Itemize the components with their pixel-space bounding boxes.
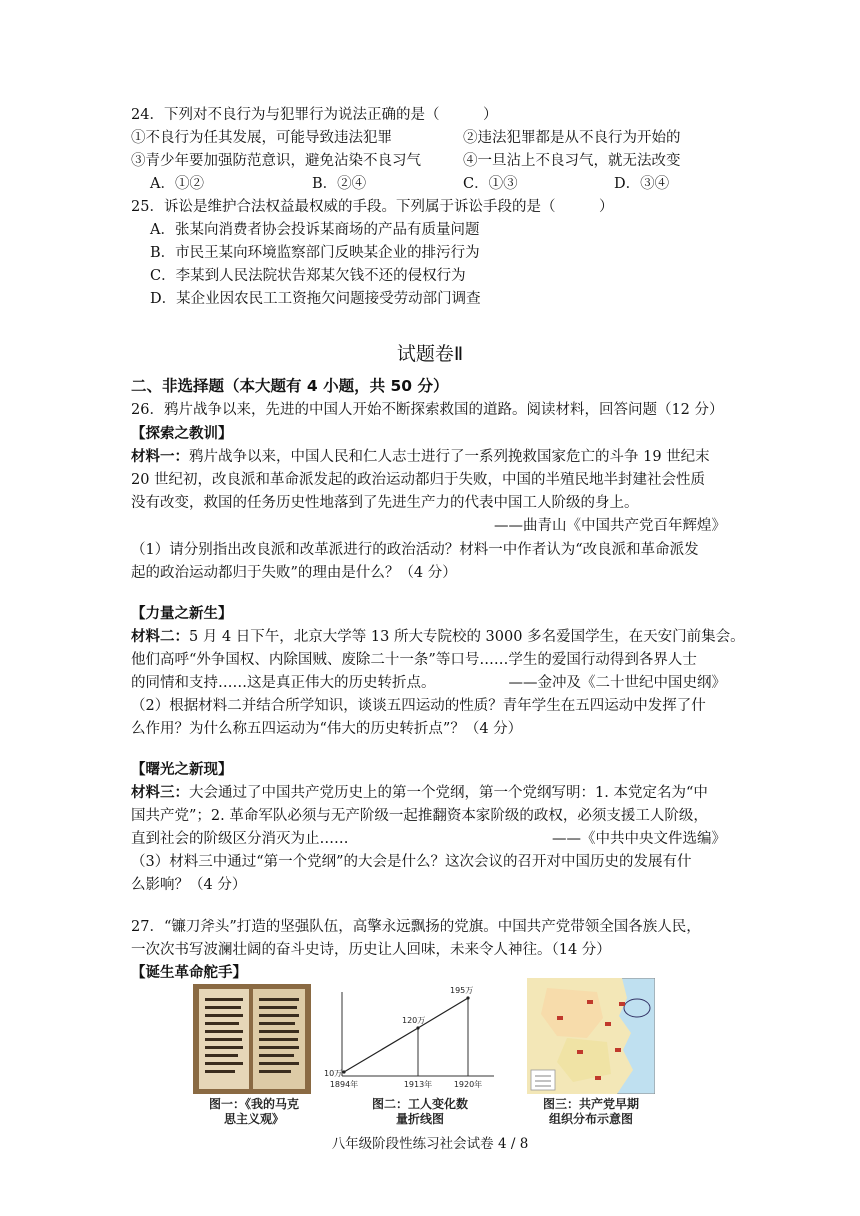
data-point xyxy=(342,1070,345,1073)
q25-option-b: B．市民王某向环境监察部门反映某企业的排污行为 xyxy=(150,245,480,261)
data-label: 10万 xyxy=(324,1069,343,1078)
q25-option-a: A．张某向消费者协会投诉某商场的产品有质量问题 xyxy=(150,222,480,238)
q26-stem: 26．鸦片战争以来，先进的中国人开始不断探索救国的道路。阅读材料，回答问题（12 分） xyxy=(131,402,724,418)
x-tick-label: 1920年 xyxy=(453,1080,483,1089)
q26-part3-heading: 【曙光之新现】 xyxy=(131,761,233,778)
q27-stem-line2: 一次次书写波澜壮阔的奋斗史诗，历史让人回味，未来令人神往。（14 分） xyxy=(131,942,611,958)
q24-stem: 24．下列对不良行为与犯罪行为说法正确的是（ ） xyxy=(131,107,498,123)
q27-heading: 【诞生革命舵手】 xyxy=(131,964,247,981)
material1-label: 材料一： xyxy=(131,448,189,465)
figure1-book-image xyxy=(193,984,311,1094)
material2-label: 材料二： xyxy=(131,628,189,645)
q24-option-1: ①不良行为任其发展，可能导致违法犯罪 xyxy=(131,130,392,146)
q26-question3-line1: （3）材料三中通过“第一个党纲”的大会是什么？这次会议的召开对中国历史的发展有什 xyxy=(131,854,692,870)
q24-option-2: ②违法犯罪都是从不良行为开始的 xyxy=(463,130,681,146)
book-page-illustration xyxy=(193,984,311,1094)
q25-option-d: D．某企业因农民工工资拖欠问题接受劳动部门调查 xyxy=(150,291,481,307)
figure3-caption-line1: 图三：共产党早期 xyxy=(542,1097,639,1111)
q26-part2-heading: 【力量之新生】 xyxy=(131,605,233,622)
material2-text-1: 5 月 4 日下午，北京大学等 13 所大专院校的 3000 多名爱国学生，在天安门前集会。 xyxy=(189,629,745,645)
q26-material3-line1 xyxy=(131,783,708,803)
q26-material1-line2: 20 世纪初，改良派和革命派发起的政治运动都归于失败，中国的半殖民地半封建社会性质 xyxy=(131,472,706,488)
q24-choice-b: B．②④ xyxy=(312,176,367,192)
q26-material1-line3: 没有改变，救国的任务历史性地落到了先进生产力的代表中国工人阶级的身上。 xyxy=(131,495,639,511)
material1-text-1: 鸦片战争以来，中国人民和仁人志士进行了一系列挽救国家危亡的斗争 19 世纪末 xyxy=(189,449,710,465)
x-tick-label: 1913年 xyxy=(403,1080,433,1089)
q24-option-4: ④一旦沾上不良习气，就无法改变 xyxy=(463,153,681,169)
figure1-caption-line2: 思主义观》 xyxy=(223,1112,284,1126)
q26-material2-line2: 他们高呼“外争国权、内除国贼、废除二十一条”等口号……学生的爱国行动得到各界人士 xyxy=(131,652,697,668)
figure3-caption-line2: 组织分布示意图 xyxy=(548,1112,633,1126)
q24-option-3: ③青少年要加强防范意识，避免沾染不良习气 xyxy=(131,153,421,169)
figure2-caption xyxy=(350,1097,490,1127)
figure2-line-chart xyxy=(322,984,500,1094)
q26-material1-source: ——曲青山《中国共产党百年辉煌》 xyxy=(494,518,726,534)
q26-material2-line3: 的同情和支持……这是真正伟大的历史转折点。 xyxy=(131,675,436,691)
map-illustration xyxy=(527,978,655,1094)
figure1-caption-line1: 图一：《我的马克 xyxy=(208,1097,299,1111)
data-label: 120万 xyxy=(402,1016,426,1025)
figure2-caption-line1: 图二：工人变化数 xyxy=(371,1097,468,1111)
material3-text-1: 大会通过了中国共产党历史上的第一个党纲，第一个党纲写明：1. 本党定名为“中 xyxy=(189,785,708,801)
q26-question2-line2: 么作用？为什么称五四运动为“伟大的历史转折点”？（4 分） xyxy=(131,721,523,737)
figure2-caption-line2: 量折线图 xyxy=(395,1112,444,1126)
q26-question3-line2: 么影响？（4 分） xyxy=(131,877,247,893)
section-title: 试题卷Ⅱ xyxy=(396,343,464,365)
q24-choice-d: D．③④ xyxy=(614,176,670,192)
q26-part1-heading: 【探索之教训】 xyxy=(131,425,233,442)
figure3-map-image xyxy=(527,978,655,1094)
q26-material1-line1 xyxy=(131,447,710,467)
q26-question1-line2: 起的政治运动都归于失败”的理由是什么？（4 分） xyxy=(131,565,457,581)
q25-option-c: C．李某到人民法院状告郑某欠钱不还的侵权行为 xyxy=(150,268,466,284)
section-header: 二、非选择题（本大题有 4 小题，共 50 分） xyxy=(131,377,449,395)
data-label: 195万 xyxy=(450,986,474,995)
chart-svg xyxy=(322,984,500,1094)
q26-material3-line2: 国共产党”；2. 革命军队必须与无产阶级一起推翻资本家阶级的政权，必须支援工人阶级， xyxy=(131,808,708,824)
q25-stem: 25．诉讼是维护合法权益最权威的手段。下列属于诉讼手段的是（ ） xyxy=(131,199,614,215)
series-line xyxy=(344,998,468,1072)
q27-stem-line1: 27．“镰刀斧头”打造的坚强队伍，高擎永远飘扬的党旗。中国共产党带领全国各族人民， xyxy=(131,919,701,935)
q26-question1-line1: （1）请分别指出改良派和改革派进行的政治活动？材料一中作者认为“改良派和革命派发 xyxy=(131,542,699,558)
q26-material2-line1 xyxy=(131,627,745,647)
q26-question2-line1: （2）根据材料二并结合所学知识，谈谈五四运动的性质？青年学生在五四运动中发挥了什 xyxy=(131,698,706,714)
figure1-caption xyxy=(190,1097,318,1127)
figure3-caption xyxy=(525,1097,657,1127)
data-point xyxy=(466,996,469,999)
q26-material3-line3: 直到社会的阶级区分消灭为止…… xyxy=(131,831,349,847)
q24-choice-a: A．①② xyxy=(150,176,204,192)
x-tick-label: 1894年 xyxy=(329,1080,359,1089)
q24-choice-c: C．①③ xyxy=(463,176,518,192)
q26-material2-source: ——金冲及《二十世纪中国史纲》 xyxy=(508,675,726,691)
q26-material3-source: ——《中共中央文件选编》 xyxy=(552,831,726,847)
material3-label: 材料三： xyxy=(131,784,189,801)
page-footer: 八年级阶段性练习社会试卷 4 / 8 xyxy=(331,1136,529,1152)
data-point xyxy=(416,1026,419,1029)
